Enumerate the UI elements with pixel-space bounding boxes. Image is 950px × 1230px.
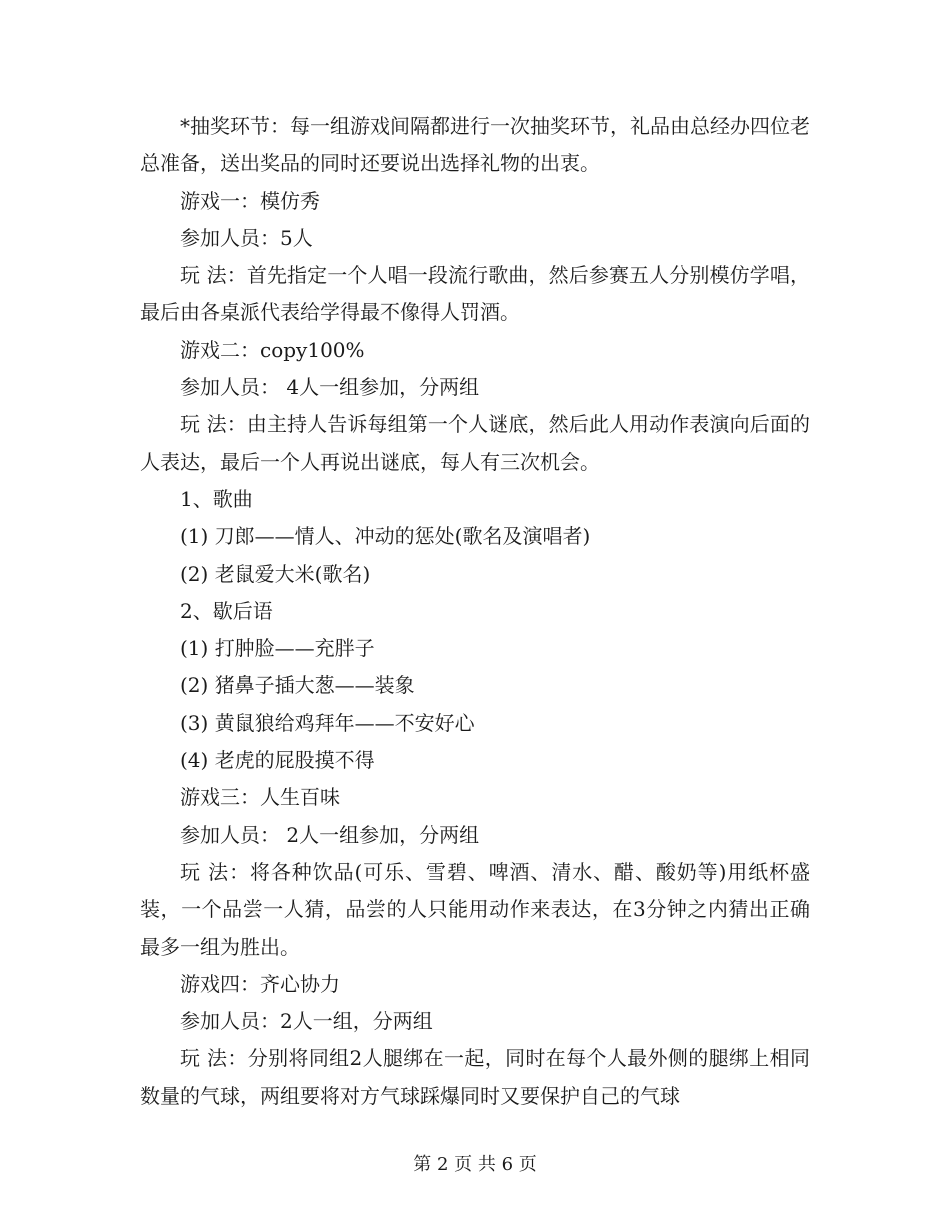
paragraph-game1-title: 游戏一：模仿秀 <box>180 188 320 213</box>
paragraph-game1-participants: 参加人员：5人 <box>180 225 313 250</box>
paragraph-game3-rules: 玩 法：将各种饮品(可乐、雪碧、啤酒、清水、醋、酸奶等)用纸杯盛装，一个品尝一人猜，品尝的人只能用动作来表达，在3分钟之内猜出正确最多一组为胜出。 <box>140 859 810 959</box>
paragraph-game2-rules: 玩 法：由主持人告诉每组第一个人谜底，然后此人用动作表演向后面的人表达，最后一个人再说出谜底，每人有三次机会。 <box>140 412 810 474</box>
list-item-song-1: (1) 刀郎——情人、冲动的惩处(歌名及演唱者) <box>180 524 591 549</box>
paragraph-game3-participants: 参加人员： 2人一组参加，分两组 <box>180 822 480 847</box>
list-item-idiom-3: (3) 黄鼠狼给鸡拜年——不安好心 <box>180 710 475 735</box>
page-number-footer: 第 2 页 共 6 页 <box>413 1154 537 1175</box>
paragraph-lottery: *抽奖环节：每一组游戏间隔都进行一次抽奖环节，礼品由总经办四位老总准备，送出奖品的同时还要说出选择礼物的出衷。 <box>140 114 810 176</box>
paragraph-game4-rules: 玩 法：分别将同组2人腿绑在一起，同时在每个人最外侧的腿绑上相同数量的气球，两组要将对方气球踩爆同时又要保护自己的气球 <box>140 1046 810 1108</box>
list-item-idiom-4: (4) 老虎的屁股摸不得 <box>180 748 375 773</box>
list-item-idiom-1: (1) 打肿脸——充胖子 <box>180 636 375 661</box>
paragraph-game1-rules: 玩 法：首先指定一个人唱一段流行歌曲，然后参赛五人分别模仿学唱，最后由各桌派代表给学得最不像得人罚酒。 <box>140 263 810 325</box>
paragraph-game2-participants: 参加人员： 4人一组参加，分两组 <box>180 375 480 400</box>
document-body <box>140 108 810 1115</box>
paragraph-game3-title: 游戏三：人生百味 <box>180 785 340 810</box>
paragraph-game4-title: 游戏四：齐心协力 <box>180 971 340 996</box>
paragraph-game2-title: 游戏二：copy100% <box>180 337 365 362</box>
paragraph-game4-participants: 参加人员：2人一组，分两组 <box>180 1009 433 1034</box>
paragraph-songs-heading: 1、歌曲 <box>180 486 253 511</box>
list-item-idiom-2: (2) 猪鼻子插大葱——装象 <box>180 673 415 698</box>
list-item-song-2: (2) 老鼠爱大米(歌名) <box>180 561 371 586</box>
paragraph-idioms-heading: 2、歇后语 <box>180 598 273 623</box>
